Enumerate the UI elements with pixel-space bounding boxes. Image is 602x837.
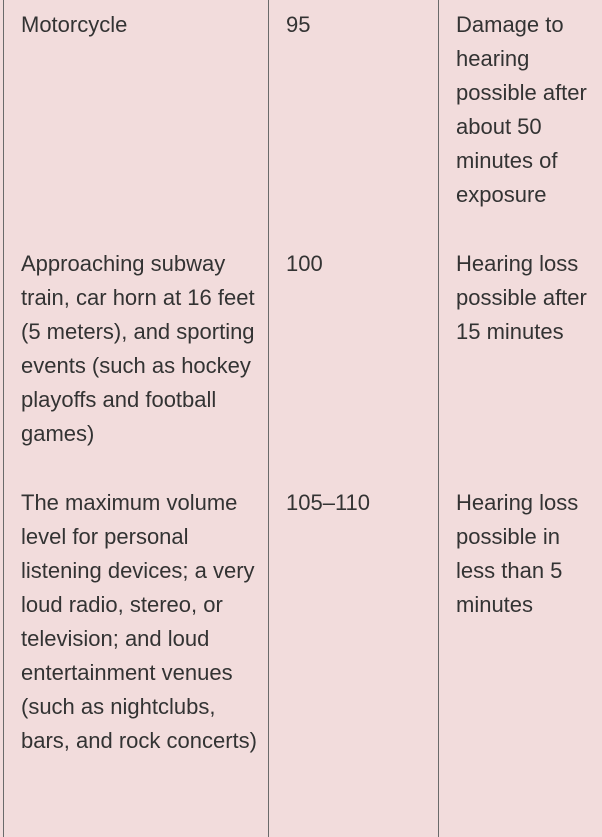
decibel-cell: 95 <box>269 0 439 230</box>
noise-source-cell: The maximum volume level for personal listening devices; a very loud radio, stereo, or television; and loud entertainment venues (such as nightclubs, bars, and rock concerts) <box>4 469 269 837</box>
effect-cell: Damage to hearing possible after about 50 minutes of exposure <box>439 0 602 230</box>
effect-cell: Hearing loss possible in less than 5 minutes <box>439 469 602 837</box>
table-row <box>4 230 602 469</box>
noise-source-cell: Motorcycle <box>4 0 269 230</box>
noise-source-cell: Approaching subway train, car horn at 16 feet (5 meters), and sporting events (such as hockey playoffs and football games) <box>4 230 269 469</box>
noise-levels-table <box>3 0 602 837</box>
decibel-cell: 100 <box>269 230 439 469</box>
table-row <box>4 0 602 230</box>
table-row <box>4 469 602 837</box>
decibel-cell: 105–110 <box>269 469 439 837</box>
effect-cell: Hearing loss possible after 15 minutes <box>439 230 602 469</box>
